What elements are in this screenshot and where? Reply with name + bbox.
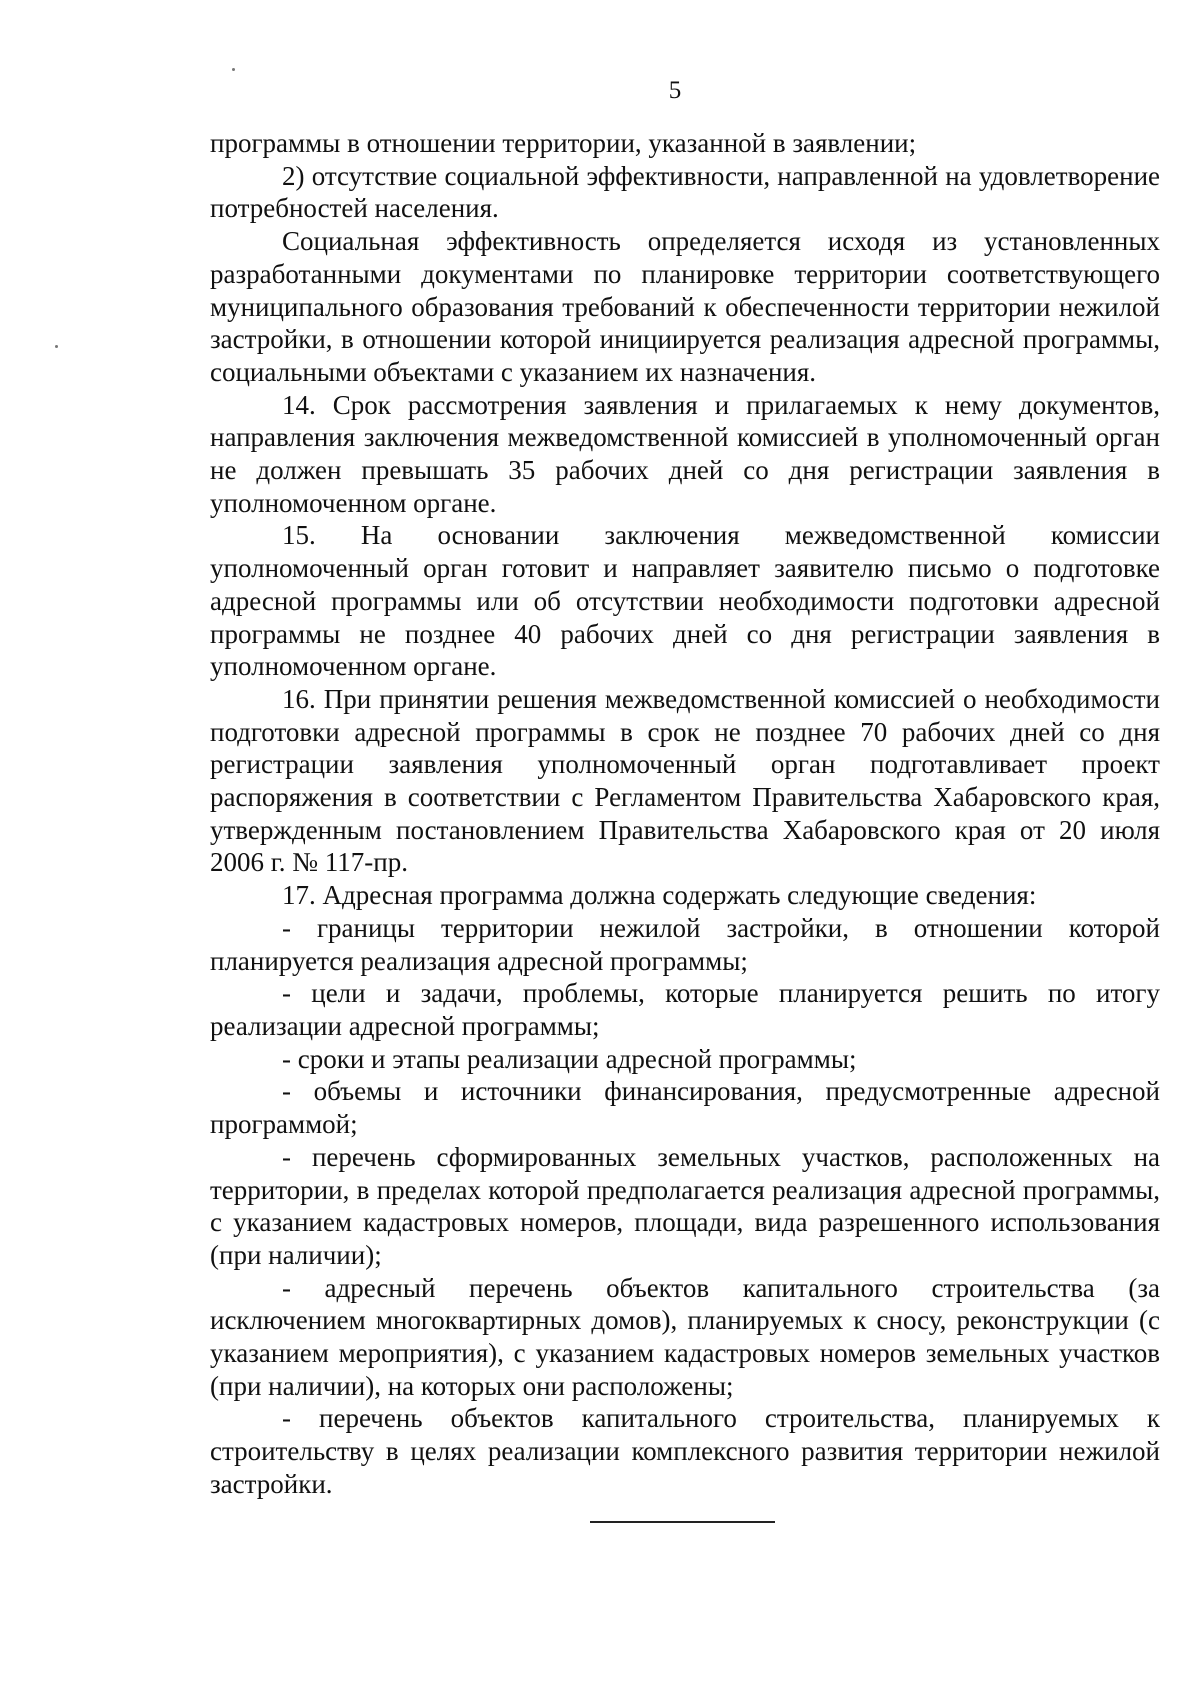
document-body [210, 127, 1160, 1501]
paragraph-14: 14. Срок рассмотрения заявления и прилагаемых к нему документов, направления заключения межведомственной комиссией в уполномоченный орган не должен превышать 35 рабочих дней со дня регистрации заявления в уполномоченном органе. [210, 389, 1160, 518]
list-item-boundaries: - границы территории нежилой застройки, в отношении которой планируется реализация адресной программы; [210, 912, 1160, 976]
scan-speck [55, 345, 58, 348]
list-item-timeline: - сроки и этапы реализации адресной программы; [282, 1043, 857, 1074]
page-number: 5 [668, 77, 682, 104]
scan-speck [232, 68, 235, 71]
list-item-construction-objects: - перечень объектов капитального строительства, планируемых к строительству в целях реализации комплексного развития территории нежилой застройки. [210, 1403, 1160, 1499]
paragraph-17: 17. Адресная программа должна содержать следующие сведения: [282, 880, 1037, 911]
paragraph-item-2: 2) отсутствие социальной эффективности, направленной на удовлетворение потребностей населения. [210, 160, 1160, 224]
paragraph-social-efficiency: Социальная эффективность определяется исходя из установленных разработанными документами по планировке территории соответствующего муниципального образования требований к обеспеченности территории нежилой застройки, в отношении которой инициируется реализация адресной программы, социальными объектами с указанием их назначения. [210, 226, 1160, 387]
list-item-land-plots: - перечень сформированных земельных участков, расположенных на территории, в пределах которой предполагается реализация адресной программы, с указанием кадастровых номеров, площади, вида разрешенного использования (при наличии); [210, 1141, 1160, 1270]
paragraph-16: 16. При принятии решения межведомственной комиссией о необходимости подготовки адресной программы в срок не позднее 70 рабочих дней со дня регистрации заявления уполномоченный орган подготавливает проект распоряжения в соответствии с Регламентом Правительства Хабаровского края, утвержденным постановлением Правительства Хабаровского края от 20 июля 2006 г. № 117-пр. [210, 683, 1160, 878]
paragraph-15: 15. На основании заключения межведомственной комиссии уполномоченный орган готовит и направляет заявителю письмо о подготовке адресной программы или об отсутствии необходимости подготовки адресной программы не позднее 40 рабочих дней со дня регистрации заявления в уполномоченном органе. [210, 520, 1160, 682]
list-item-goals: - цели и задачи, проблемы, которые планируется решить по итогу реализации адресной программы; [210, 978, 1160, 1041]
list-item-financing: - объемы и источники финансирования, предусмотренные адресной программой; [210, 1076, 1160, 1140]
end-separator-line [590, 1521, 775, 1523]
list-item-demolition-objects: - адресный перечень объектов капитального строительства (за исключением многоквартирных домов), планируемых к сносу, реконструкции (с указанием мероприятия), с указанием кадастровых номеров земельных участков (при наличии), на которых они расположены; [210, 1272, 1160, 1401]
paragraph-continuation: программы в отношении территории, указанной в заявлении; [210, 128, 917, 158]
